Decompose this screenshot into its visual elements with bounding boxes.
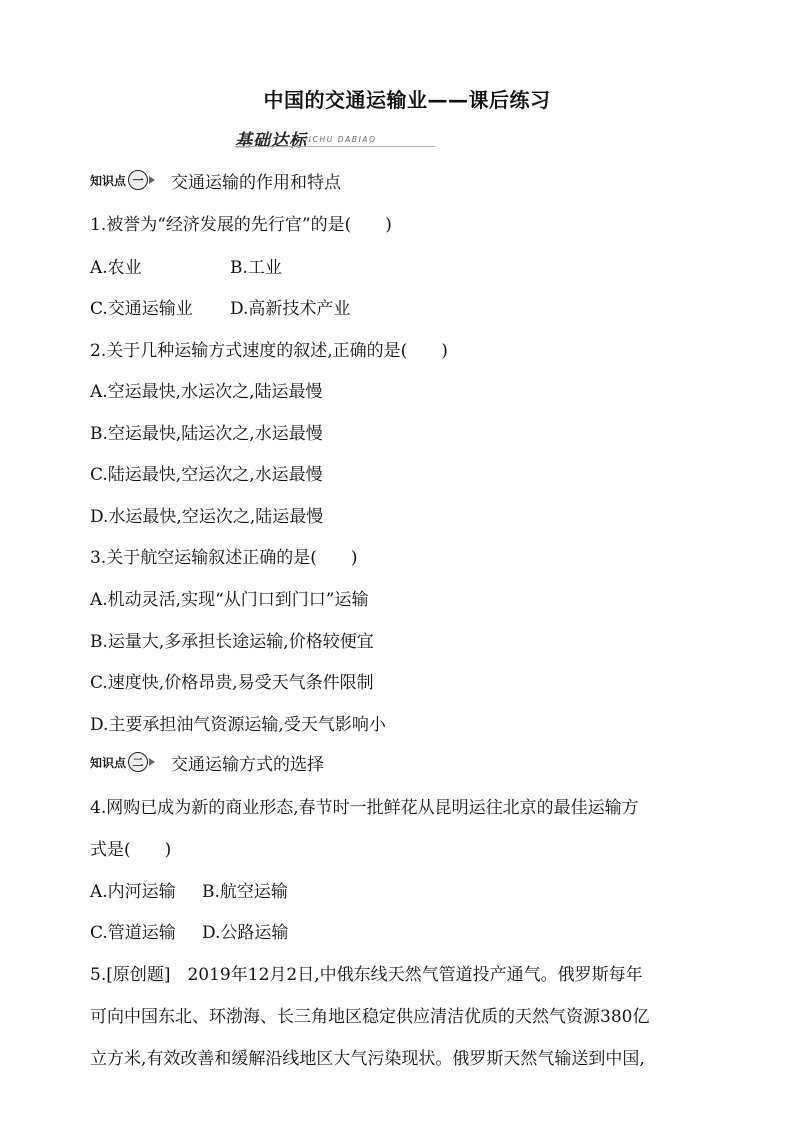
question-2-option-b: B.空运最快,陆运次之,水运最慢: [90, 424, 323, 444]
question-1-option-c: C.交通运输业: [90, 299, 193, 319]
section-banner-title: 基础达标: [235, 131, 307, 151]
question-4-stem-line-2: 式是( ): [90, 840, 172, 860]
question-2-option-d: D.水运最快,空运次之,陆运最慢: [90, 507, 324, 527]
arrow-icon: [149, 758, 155, 766]
knowledge-point-tag: 知识点: [90, 173, 127, 188]
question-2-option-c: C.陆运最快,空运次之,水运最慢: [90, 465, 323, 485]
page-title: 中国的交通运输业——课后练习: [263, 88, 551, 112]
question-3-option-d: D.主要承担油气资源运输,受天气影响小: [90, 715, 386, 735]
knowledge-point-number-badge: 一: [128, 170, 148, 190]
question-4-option-d: D.公路运输: [202, 923, 289, 943]
question-3-stem: 3.关于航空运输叙述正确的是( ): [90, 548, 358, 568]
question-4-option-a: A.内河运输: [90, 882, 176, 902]
knowledge-point-number-badge: 二: [128, 752, 148, 772]
knowledge-point-title: 交通运输的作用和特点: [171, 172, 342, 193]
question-1-option-a: A.农业: [90, 258, 142, 278]
question-2-option-a: A.空运最快,水运次之,陆运最慢: [90, 382, 323, 402]
question-5-line-3: 立方米,有效改善和缓解沿线地区大气污染现状。俄罗斯天然气输送到中国,: [90, 1049, 645, 1069]
knowledge-point-title: 交通运输方式的选择: [171, 754, 325, 775]
question-3-option-a: A.机动灵活,实现“从门口到门口”运输: [90, 590, 369, 610]
knowledge-point-1: [90, 168, 341, 192]
question-4-option-c: C.管道运输: [90, 923, 176, 943]
question-5-line-1: 5.[原创题] 2019年12月2日,中俄东线天然气管道投产通气。俄罗斯每年: [90, 965, 643, 985]
section-banner-pinyin: JICHU DABIAO: [305, 135, 377, 144]
arrow-icon: [149, 176, 155, 184]
banner-divider: [235, 146, 435, 147]
section-banner: [235, 126, 435, 151]
question-4-stem-line-1: 4.网购已成为新的商业形态,春节时一批鲜花从昆明运往北京的最佳运输方: [90, 798, 639, 818]
question-1-stem: 1.被誉为“经济发展的先行官”的是( ): [90, 215, 392, 235]
question-5-line-2: 可向中国东北、环渤海、长三角地区稳定供应清洁优质的天然气资源380亿: [90, 1007, 650, 1027]
question-3-option-c: C.速度快,价格昂贵,易受天气条件限制: [90, 673, 374, 693]
knowledge-point-tag: 知识点: [90, 755, 127, 770]
question-1-option-d: D.高新技术产业: [230, 299, 351, 319]
knowledge-point-2: [90, 750, 324, 774]
question-3-option-b: B.运量大,多承担长途运输,价格较便宜: [90, 632, 374, 652]
question-2-stem: 2.关于几种运输方式速度的叙述,正确的是( ): [90, 341, 448, 361]
question-4-option-b: B.航空运输: [202, 882, 288, 902]
question-1-option-b: B.工业: [230, 258, 282, 278]
